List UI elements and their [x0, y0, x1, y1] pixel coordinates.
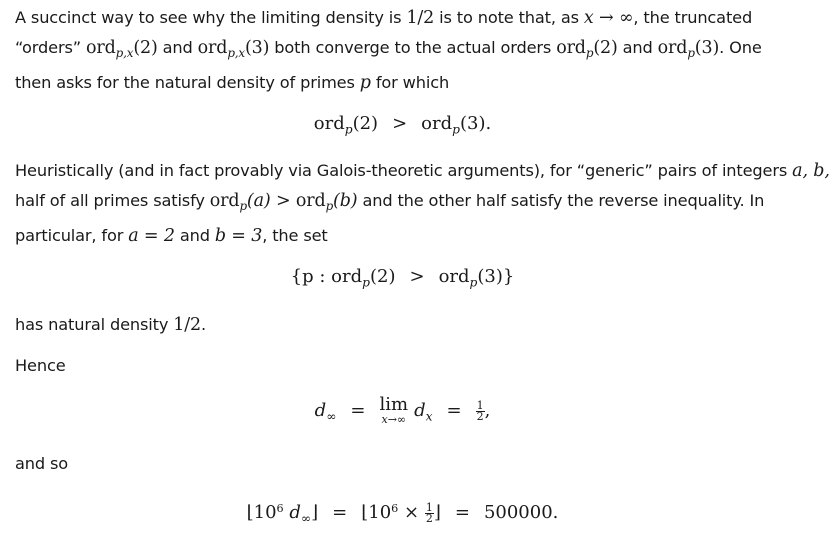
- intro-paragraph: [15, 3, 790, 98]
- text: and: [157, 38, 198, 57]
- limit-operator: lim x→∞: [379, 394, 409, 426]
- text: has natural density: [15, 315, 174, 334]
- text: , the set: [262, 226, 328, 246]
- fraction-one-half-2: $\frac{1}{2}$: [425, 500, 433, 525]
- math-a-b: a, b,: [792, 161, 830, 181]
- heuristic-line-2: [15, 186, 790, 221]
- math-half: 1/2: [173, 315, 201, 335]
- math-x-to-infinity: x → ∞: [583, 8, 634, 28]
- text: and: [174, 226, 215, 246]
- math-ord-px-3: ord$_{p,x}$(3): [197, 38, 270, 61]
- text: and the other half satisfy the reverse inequality. In: [357, 191, 765, 210]
- display-equation-result: $⌊10^6$ $d_\infty⌋$ = $⌊10^6$ × $\frac{1}{2}$ ⌋ = 500000.: [246, 500, 559, 526]
- math-b-eq-3: b = 3: [214, 226, 263, 247]
- text: , the truncated: [633, 8, 753, 27]
- intro-line-2: [15, 33, 790, 68]
- intro-line-3: [15, 68, 790, 98]
- text: is to note that, as: [434, 8, 584, 27]
- heuristic-paragraph: [15, 156, 830, 251]
- density-paragraph: has natural density 1/2.: [15, 315, 206, 335]
- math-ord-p-2: ord$_p$(2): [556, 38, 618, 61]
- text: half of all primes satisfy: [15, 191, 210, 210]
- text: both converge to the actual orders: [269, 38, 557, 57]
- text: then asks for the natural density of primes: [15, 73, 360, 93]
- math-ord-a-gt-ord-b: ord$_p$(a) > ord$_p$(b): [209, 191, 358, 214]
- heuristic-line-1: [15, 156, 830, 186]
- math-half: 1/2: [406, 8, 435, 28]
- and-so-paragraph: [15, 449, 790, 479]
- math-p: p: [359, 73, 371, 94]
- math-ord-p-3: ord$_p$(3): [657, 38, 720, 61]
- text: and so: [15, 454, 69, 473]
- display-equation-ord-compare: ord$_p$(2) > ord$_p$(3).: [313, 113, 492, 137]
- intro-line-1: [15, 3, 790, 33]
- fraction-one-half: $\frac{1}{2}$: [476, 398, 484, 423]
- text: Heuristically (and in fact provably via Galois-theoretic arguments), for “generic” pairs of integers: [15, 161, 793, 180]
- math-a-eq-2: a = 2: [128, 226, 175, 247]
- math-ord-px-2: ord$_{p,x}$(2): [86, 38, 158, 61]
- heuristic-line-3: [15, 221, 790, 251]
- text: and: [617, 38, 658, 57]
- hence-paragraph: [15, 351, 790, 381]
- text: for which: [370, 73, 450, 93]
- display-equation-set: {p : ord$_p$(2) > ord$_p$(3)}: [290, 266, 515, 290]
- text: particular, for: [15, 226, 129, 246]
- text: Hence: [15, 356, 66, 375]
- text: “orders”: [15, 38, 86, 57]
- text: . One: [719, 38, 762, 57]
- display-equation-limit: $d_\infty = \lim$ x→∞ $d_x$ = $\frac{1}{2}$ ,: [314, 394, 491, 426]
- text: A succinct way to see why the limiting density is: [15, 8, 407, 27]
